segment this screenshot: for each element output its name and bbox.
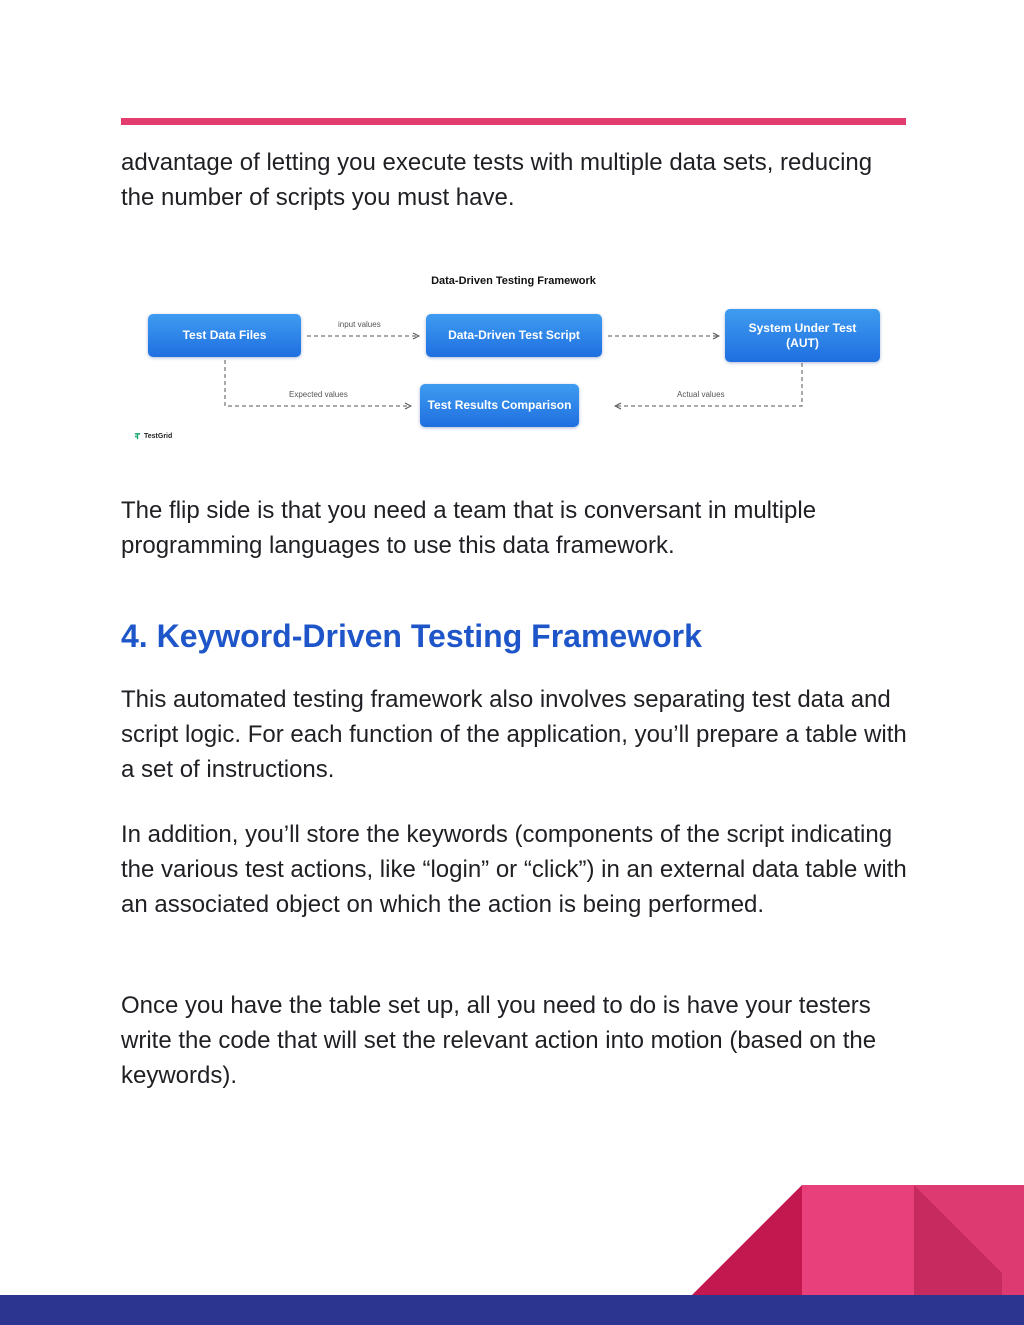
node-test-results-comparison: Test Results Comparison [420, 384, 579, 427]
section-paragraph-3: Once you have the table set up, all you need to do is have your testers write the code that will set the relevant action into motion (based on the keywords). [121, 992, 877, 1089]
node-sut-abbrev: (AUT) [786, 335, 819, 350]
testgrid-logo [134, 433, 172, 440]
top-accent-rule [121, 118, 906, 125]
footer-bar [0, 1295, 1024, 1325]
testgrid-wordmark: TestGrid [144, 433, 173, 440]
section-paragraph-2: In addition, you’ll store the keywords (components of the script indicating the various test actions, like “login” or “click”) in an external data table with an associated object on which the action is being performed. [121, 821, 907, 918]
section-paragraph-1: This automated testing framework also involves separating test data and script logic. For each function of the application, you’ll prepare a table with a set of instructions. [121, 686, 907, 783]
corner-pink-block [802, 1185, 914, 1295]
intro-paragraph: advantage of letting you execute tests with multiple data sets, reducing the number of scripts you must have. [121, 149, 873, 211]
edge-label-actual-values: Actual values [677, 390, 725, 399]
edge-label-expected-values: Expected values [289, 390, 348, 399]
corner-decoration [690, 1185, 1024, 1295]
connector-expected-values [225, 360, 411, 406]
node-system-under-test [725, 309, 880, 362]
data-driven-framework-diagram [121, 262, 906, 452]
edge-label-input-values: input values [338, 320, 381, 329]
node-sut-label: System Under Test [748, 320, 857, 335]
testgrid-mark-icon [134, 433, 141, 440]
section-heading: 4. Keyword-Driven Testing Framework [121, 618, 702, 654]
corner-dark-triangle [692, 1185, 802, 1295]
flip-side-paragraph: The flip side is that you need a team that is conversant in multiple programming languages to use this data framework. [121, 497, 817, 559]
node-data-driven-test-script: Data-Driven Test Script [426, 314, 602, 357]
node-test-data-files: Test Data Files [148, 314, 301, 357]
connector-actual-values [615, 363, 802, 406]
diagram-title: Data-Driven Testing Framework [431, 275, 596, 287]
